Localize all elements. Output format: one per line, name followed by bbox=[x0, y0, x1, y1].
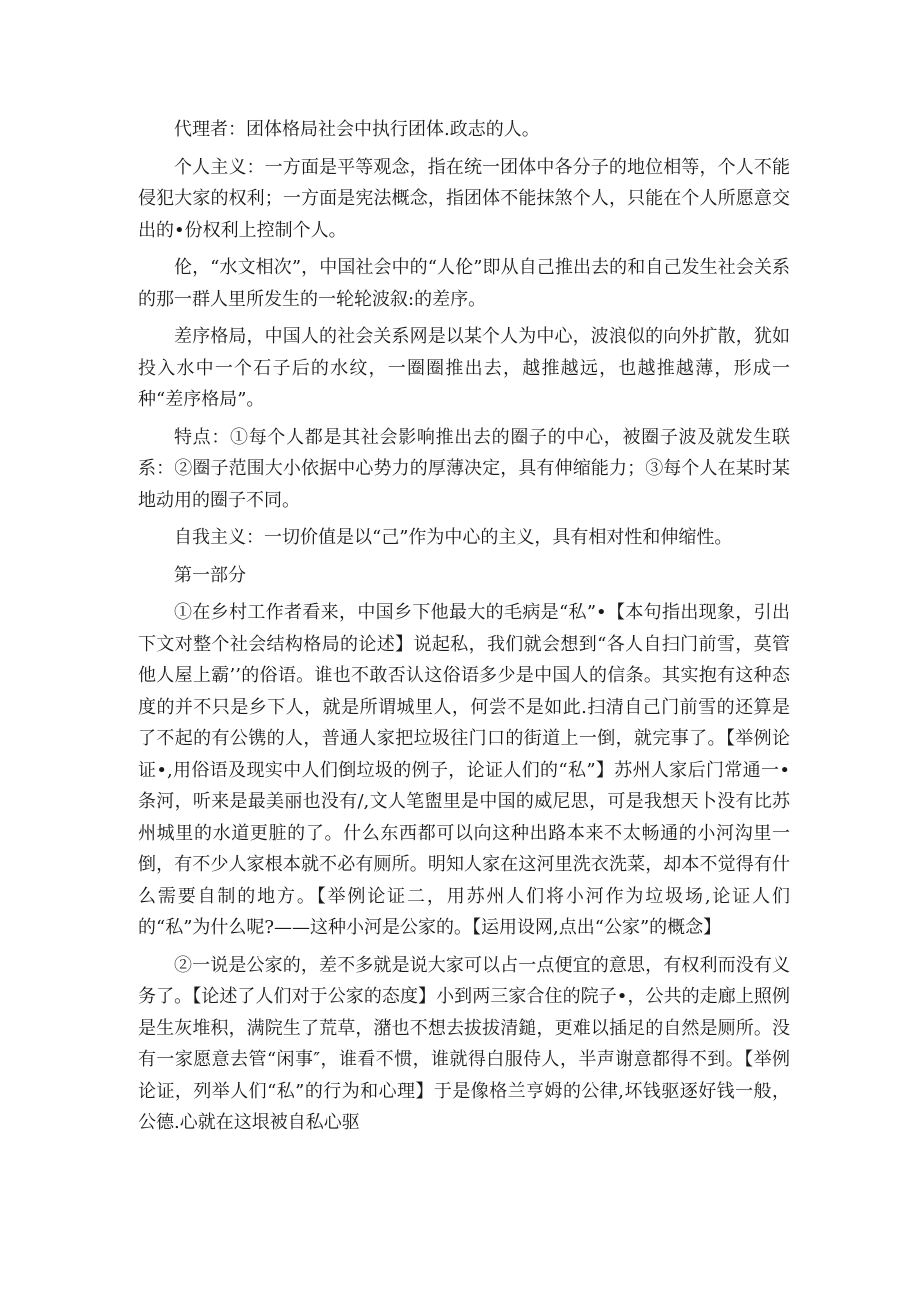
document-page bbox=[138, 114, 790, 1145]
paragraph-lun: 伦，“水文相次”，中国社会中的“人伦”即从自己推出去的和自己发生社会关系的那一群人里所发生的一轮轮波叙:的差序。 bbox=[138, 257, 790, 310]
paragraph-egoism: 自我主义：一切价值是以“己”作为中心的主义，具有相对性和伸缩性。 bbox=[174, 527, 733, 548]
paragraph-differential-pattern: 差序格局，中国人的社会关系网是以某个人为中心，波浪似的向外扩散，犹如投入水中一个石子后的水纹，一圈圈推出去，越推越远，也越推越薄，形成一种“差序格局”。 bbox=[138, 326, 790, 410]
paragraph-characteristics: 特点：①每个人都是其社会影响推出去的圈子的中心，被圈子波及就发生联系：②圈子范围大小依据中心势力的厚薄决定，具有伸缩能力；③每个人在某时某地动用的圈子不同。 bbox=[138, 426, 790, 511]
paragraph-section-1: ①在乡村工作者看来，中国乡下他最大的毛病是“私”•【本句指出现象，引出下文对整个社会结构格局的论述】说起私，我们就会想到“各人自扫门前雪，莫管他人屋上霸’’的俗语。谁也不敢否认这俗语多少是中国人的信条。其实抱有这种态度的并不只是乡下人，就是所谓城里人，何尝不是如此.扫清自己门前雪的还算是了不起的有公镌的人，普通人家把垃圾往门口的街道上一倒，就完事了。【举例论证•,用俗语及现实中人们倒垃圾的例子，论证人们的“私”】苏州人家后门常通一•条河，听来是最美丽也没有/,文人笔盥里是中国的威尼思，可是我想天卜没有比苏州城里的水道更脏的了。什么东西都可以向这种出路本来不太畅通的小河沟里一倒，有不少人家根本就不必有厕所。明知人家在这河里洗衣洗菜，却本不觉得有什么需要自制的地方。【举例论证二，用苏州人们将小河作为垃圾场,论证人们的“私”为什么呢?——这种小河是公家的。【运用设网,点出“公家”的概念】 bbox=[138, 602, 790, 938]
section-heading: 第一部分 bbox=[174, 564, 246, 586]
paragraph-individualism: 个人主义：一方面是平等观念，指在统一团体中各分子的地位相等，个人不能侵犯大家的权利；一方面是宪法概念，指团体不能抹煞个人，只能在个人所愿意交出的•份权利上控制个人。 bbox=[138, 156, 790, 241]
paragraph-section-2: ②一说是公家的，差不多就是说大家可以占一点便宜的意思，有权利而没有义务了。【论述了人们对于公家的态度】小到两三家合住的院子•，公共的走廊上照例是生灰堆积，满院生了荒草，潴也不想去拔拔清鎚，更难以插足的自然是厕所。没有一家愿意去管“闲事″，谁看不惯，谁就得白服侍人，半声谢意都得不到。【举例论证，列举人们“私”的行为和心理】于是像格兰亨姆的公律,坏钱驱逐好钱一般，公德.心就在这垠被自私心驱 bbox=[138, 954, 790, 1133]
paragraph-agent-definition: 代理者：团体格局社会中执行团体.政志的人。 bbox=[174, 119, 540, 140]
